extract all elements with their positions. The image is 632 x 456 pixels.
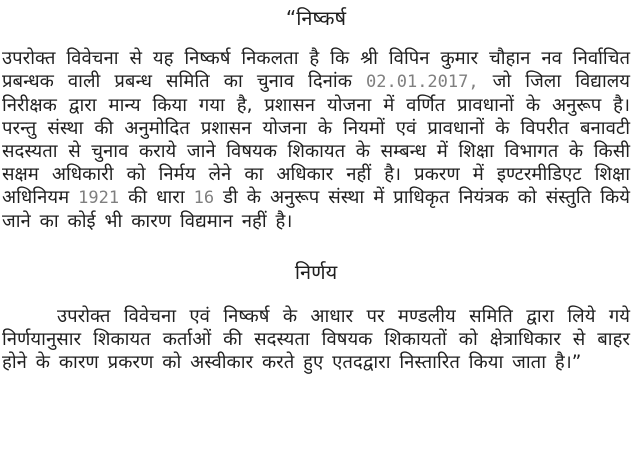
paragraph-conclusion (2, 47, 630, 233)
latin-number-text: 02.01.2017, (366, 72, 479, 92)
devanagari-text: उपरोक्त विवेचना एवं निष्कर्ष के आधार पर मण्डलीय समिति द्वारा लिये गये निर्णयानुसार शिकायत कर्ताओं की सदस्यता विषयक शिकायतों को क्षेत्राधिकार से बाहर होने के कारण प्रकरण को अस्वीकार करते हुए एतदद्वारा निस्तारित किया जाता है।” (2, 306, 630, 373)
heading-conclusion: “निष्कर्ष (285, 6, 347, 30)
devanagari-text: जो जिला विद्यालय निरीक्षक द्वारा मान्य किया गया है, प्रशासन योजना में वर्णित प्रावधानों के अनुरूप है। परन्तु संस्था की अनुमोदित प्रशासन योजना के नियमों एवं प्रावधानों के विपरीत बनावटी सदस्यता से चुनाव कराये जाने विषयक शिकायत के सम्बन्ध में शिक्षा विभागत के किसी सक्षम अधिकारी को निर्मय लेने का अधिकार नहीं है। प्रकरण में इण्टरमीडिएट शिक्षा अधिनियम (2, 71, 631, 208)
latin-number-text: 1921 (78, 188, 120, 208)
paragraph-decision (2, 305, 630, 374)
heading-decision: निर्णय (294, 260, 338, 284)
devanagari-text: की धारा (119, 187, 194, 208)
latin-number-text: 16 (193, 188, 215, 208)
devanagari-text: उपरोक्त विवेचना से यह निष्कर्ष निकलता है कि श्री विपिन कुमार चौहान नव निर्वाचित प्रबन्धक वाली प्रबन्ध समिति का चुनाव दिनांक (2, 48, 630, 92)
devanagari-text: डी के अनुरूप संस्था में प्राधिकृत नियंत्रक को संस्तुति किये जाने का कोई भी कारण विद्यमान नहीं है। (2, 187, 630, 232)
